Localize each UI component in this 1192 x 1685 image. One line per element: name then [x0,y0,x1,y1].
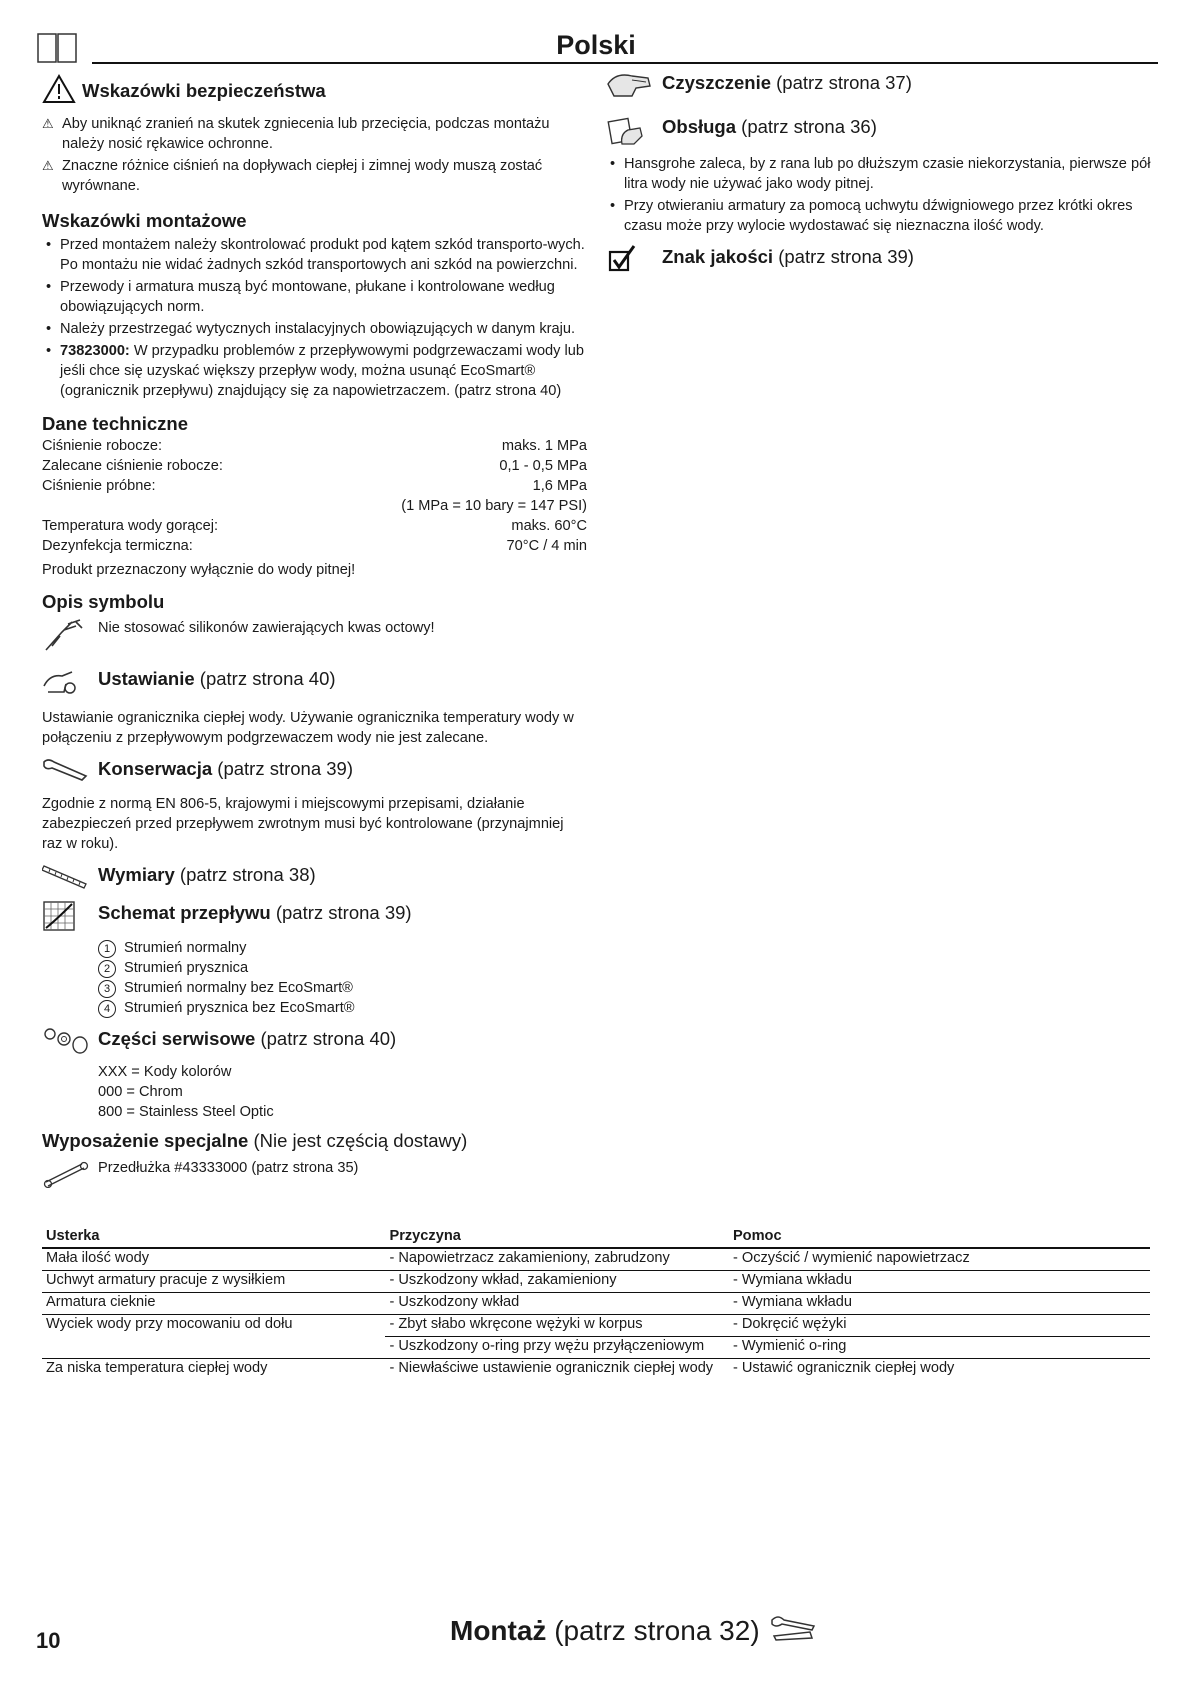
adjust-text: Ustawianie ogranicznika ciepłej wody. Używanie ogranicznika temperatury wody w połączeniu z przepływowym podgrzewaczem wody nie jest zalecane. [42,710,574,746]
tech-table [42,436,587,556]
list-item: • 73823000: W przypadku problemów z przepływowymi podgrzewaczami wody lub jeśli chce się uzyskać większy przepływ wody, można usunąć EcoSmart® (ogranicznik przepływu) znajdujący się za napowietrzaczem. (patrz strona 40) [42,341,587,401]
safety-heading [42,74,587,108]
spec-row: Ciśnienie robocze: maks. 1 MPa [42,438,587,454]
warning-icon [42,74,76,108]
parts-list [98,1062,587,1122]
silicone-row [42,618,587,658]
maintenance-text: Zgodnie z normą EN 806-5, krajowymi i miejscowymi przepisami, działanie zabezpieczeń przed przepływem zwrotnym musi być kontrolowane (przynajmniej raz w roku). [42,796,564,852]
adjust-row: Ustawianie (patrz strona 40) [42,666,587,702]
tech-heading: Dane techniczne [42,413,188,434]
table-row: Mała ilość wody - Napowietrzacz zakamieniony, zabrudzony - Oczyścić / wymienić napowietrzacz [42,1248,1150,1271]
right-column [606,70,1154,280]
list-item: 3 Strumień normalny bez EcoSmart® [98,978,587,998]
montaz-title: Montaż [450,1614,547,1646]
cleaning-hand-icon [606,70,662,106]
table-row: Armatura cieknie - Uszkodzony wkład - Wymiana wkładu [42,1293,1150,1315]
list-item: 800 = Stainless Steel Optic [98,1104,274,1120]
special-item: Przedłużka #43333000 (patrz strona 35) [98,1160,359,1176]
column-header: Pomoc [729,1225,1150,1248]
page-title: Polski [556,30,636,60]
list-item: XXX = Kody kolorów [98,1064,232,1080]
spec-row: Zalecane ciśnienie robocze: 0,1 - 0,5 MPa [42,458,587,474]
cleaning-title: Czyszczenie [662,72,771,93]
wrench-icon [42,756,98,788]
symbols-heading: Opis symbolu [42,591,165,612]
maintenance-row: Konserwacja (patrz strona 39) [42,756,587,788]
list-item: 000 = Chrom [98,1084,183,1100]
parts-row: Części serwisowe (patrz strona 40) [42,1026,587,1062]
spare-parts-icon [42,1026,98,1062]
quality-row: Znak jakości (patrz strona 39) [606,244,1154,280]
parts-title: Części serwisowe [98,1028,256,1049]
operation-title: Obsługa [662,116,737,137]
mounting-list [42,235,587,401]
table-row: Za niska temperatura ciepłej wody - Niewłaściwe ustawienie ogranicznik ciepłej wody - Ustawić ogranicznik ciepłej wody [46,1360,955,1376]
spec-row: Dezynfekcja termiczna: 70°C / 4 min [42,538,587,554]
cleaning-row: Czyszczenie (patrz strona 37) [606,70,1154,106]
list-item: • Hansgrohe zaleca, by z rana lub po dłuższym czasie niekorzystania, pierwsze pół litra wody nie używać jako wody pitnej. [606,154,1154,194]
table-row: - Uszkodzony o-ring przy wężu przyłączeniowym - Wymienić o-ring [42,1337,1150,1359]
product-code: 73823000: [60,343,130,359]
adjust-title: Ustawianie [98,668,195,689]
list-item: 4 Strumień prysznica bez EcoSmart® [98,998,587,1018]
list-item: 2 Strumień prysznica [98,958,587,978]
flow-list [98,938,587,1018]
checkbox-checked-icon [606,244,662,280]
column-header: Przyczyna [385,1225,728,1248]
extension-icon [42,1158,98,1194]
table-row: Uchwyt armatury pracuje z wysiłkiem - Uszkodzony wkład, zakamieniony - Wymiana wkładu [42,1271,1150,1293]
operation-hand-icon [606,114,662,152]
tools-icon [770,1612,816,1649]
safety-item: ⚠ Aby uniknąć zranień na skutek zgniecenia lub przecięcia, podczas montażu należy nosić rękawice ochronne. [42,116,550,152]
special-heading: Wyposażenie specjalne (Nie jest częścią dostawy) [42,1130,468,1151]
header-rule [92,62,1158,64]
flow-title: Schemat przepływu [98,902,271,923]
special-row [42,1158,587,1194]
dimensions-row: Wymiary (patrz strona 38) [42,862,587,896]
list-item: • Należy przestrzegać wytycznych instalacyjnych obowiązujących w danym kraju. [42,319,587,339]
list-item: • Przewody i armatura muszą być montowane, płukane i kontrolowane według obowiązujących norm. [42,277,587,317]
list-item: 1 Strumień normalny [98,938,587,958]
mounting-heading: Wskazówki montażowe [42,210,247,231]
quality-title: Znak jakości [662,246,774,267]
flow-chart-icon [42,900,98,938]
adjust-hand-icon [42,666,98,702]
operation-row: Obsługa (patrz strona 36) [606,114,1154,152]
spec-row: Ciśnienie próbne: 1,6 MPa [42,478,587,494]
table-row: Wyciek wody przy mocowaniu od dołu - Zbyt słabo wkręcone wężyki w korpus - Dokręcić wężyki [42,1315,1150,1337]
spec-row: Temperatura wody gorącej: maks. 60°C [42,518,587,534]
spec-row: (1 MPa = 10 bary = 147 PSI) [401,498,587,514]
operation-list [606,154,1154,236]
table-header-row [42,1225,1150,1248]
safety-title: Wskazówki bezpieczeństwa [82,80,326,101]
safety-item: ⚠ Znaczne różnice ciśnień na dopływach ciepłej i zimnej wody muszą zostać wyrównane. [42,158,543,194]
ruler-icon [42,862,98,896]
warning-icon: ⚠ [42,158,54,173]
maintenance-title: Konserwacja [98,758,213,779]
column-header: Usterka [42,1225,385,1248]
warning-icon: ⚠ [42,116,54,131]
silicone-gun-icon [42,618,98,658]
left-column [42,74,587,1194]
dimensions-title: Wymiary [98,864,175,885]
flow-row: Schemat przepływu (patrz strona 39) [42,900,587,938]
silicone-text: Nie stosować silikonów zawierających kwas octowy! [98,620,435,636]
list-item: • Przed montażem należy skontrolować produkt pod kątem szkód transporto-wych. Po montażu nie widać żadnych szkód transportowych ani szkód na powierzchni. [42,235,587,275]
troubleshooting-table [42,1225,1150,1380]
montaz-reference: Montaż (patrz strona 32) [450,1612,816,1649]
list-item: • Przy otwieraniu armatury za pomocą uchwytu dźwigniowego przez krótki okres czasu może przy wylocie wydostawać się nieznaczna ilość wody. [606,196,1154,236]
page-number: 10 [36,1628,61,1653]
drinking-water-note: Produkt przeznaczony wyłącznie do wody pitnej! [42,562,356,578]
